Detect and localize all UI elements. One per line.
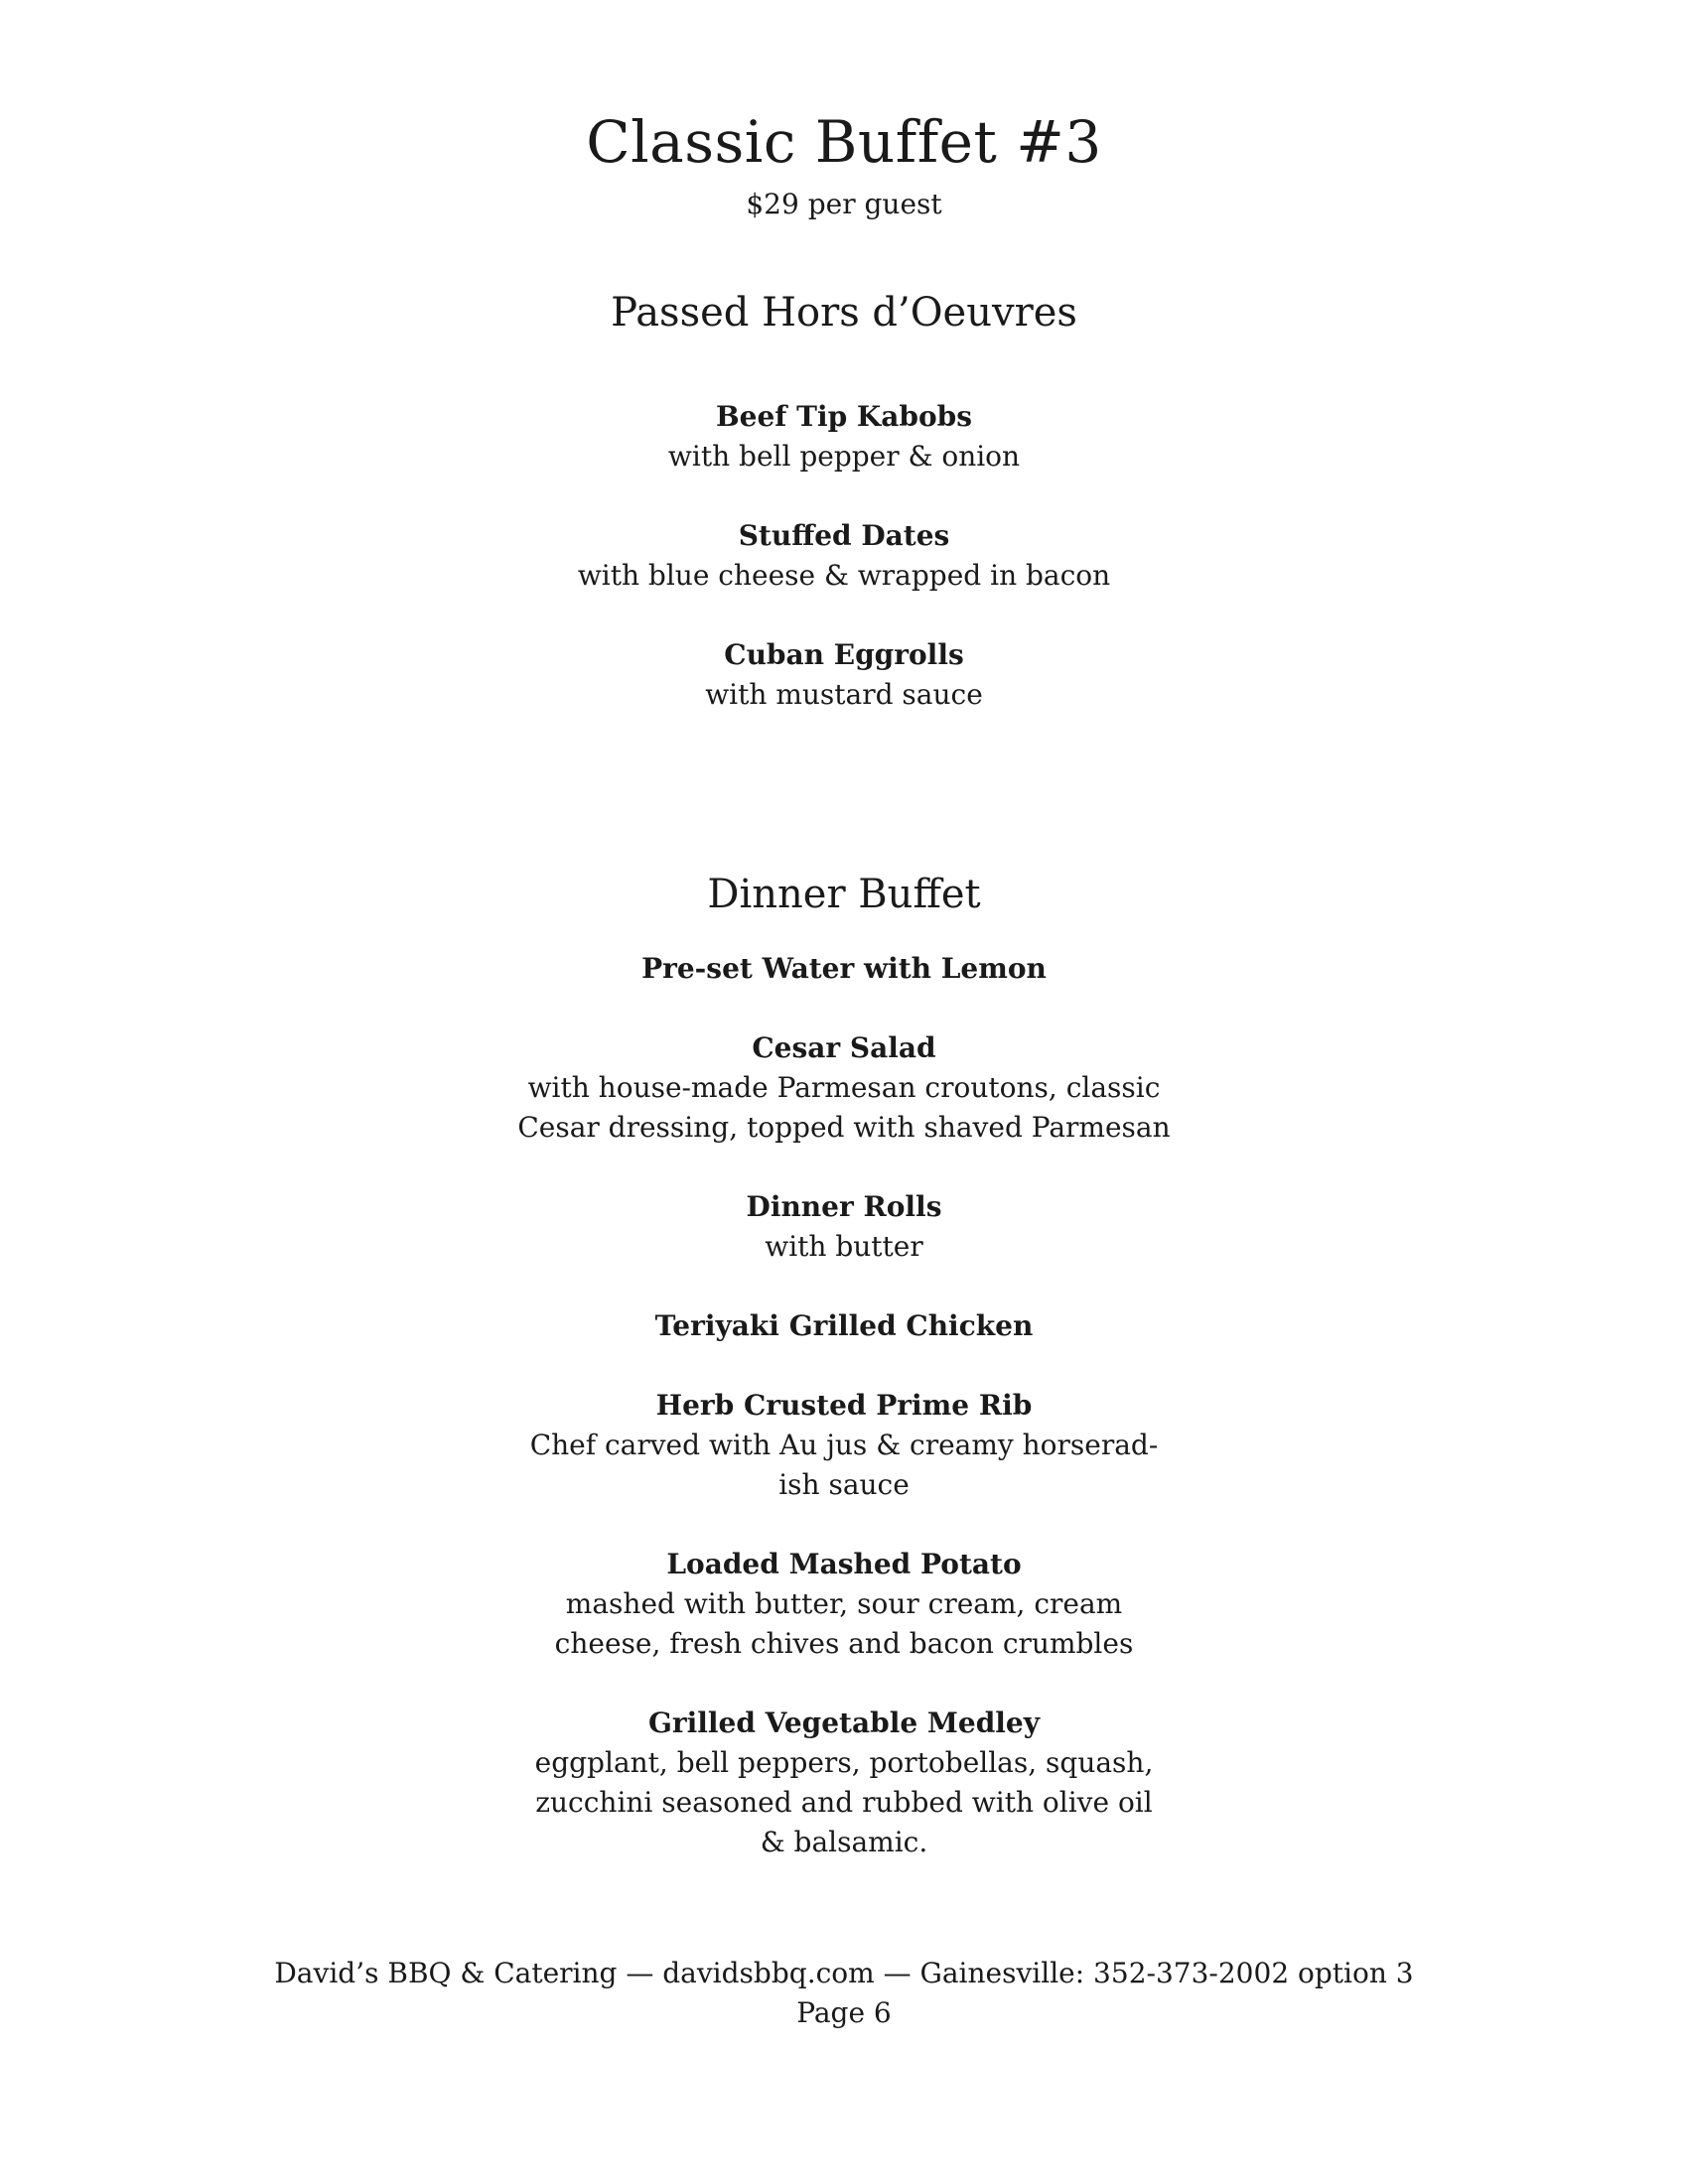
section-heading-dinner-buffet: Dinner Buffet — [707, 872, 981, 917]
menu-item — [0, 1187, 1688, 1267]
menu-item — [0, 1545, 1688, 1664]
menu-item-description: with mustard sauce — [705, 678, 983, 711]
menu-item-description: with bell pepper & onion — [667, 440, 1021, 473]
menu-item — [0, 1704, 1688, 1862]
section-heading-hors-doeuvres: Passed Hors d’Oeuvres — [611, 290, 1077, 336]
menu-item-name: Dinner Rolls — [746, 1190, 942, 1223]
price-per-guest: $29 per guest — [746, 188, 942, 220]
menu-item-description: mashed with butter, sour cream, cream — [565, 1587, 1123, 1620]
menu-item-name: Cesar Salad — [752, 1031, 936, 1064]
menu-item-name: Grilled Vegetable Medley — [647, 1706, 1041, 1739]
menu-item-name: Herb Crusted Prime Rib — [655, 1389, 1033, 1422]
menu-item-description: & balsamic. — [760, 1826, 928, 1858]
menu-item-description: ish sauce — [778, 1468, 910, 1501]
menu-item-description: zucchini seasoned and rubbed with olive oil — [535, 1786, 1153, 1819]
menu-item-name: Loaded Mashed Potato — [666, 1548, 1022, 1580]
menu-item-description: Cesar dressing, topped with shaved Parmesan — [517, 1111, 1171, 1144]
menu-item — [0, 1386, 1688, 1505]
menu-item-name: Stuffed Dates — [738, 519, 950, 552]
menu-item-name: Teriyaki Grilled Chicken — [654, 1309, 1034, 1342]
menu-item — [0, 949, 1688, 989]
footer-contact: David’s BBQ & Catering — davidsbbq.com — Gainesville: 352-373-2002 option 3 — [274, 1957, 1414, 1989]
menu-item-description: Chef carved with Au jus & creamy horserad- — [529, 1429, 1159, 1461]
menu-item-description: eggplant, bell peppers, portobellas, squash, — [534, 1746, 1154, 1779]
menu-item — [0, 1028, 1688, 1148]
menu-item-description: cheese, fresh chives and bacon crumbles — [554, 1627, 1134, 1660]
menu-item — [0, 1306, 1688, 1346]
menu-item — [0, 516, 1688, 596]
menu-item-name: Cuban Eggrolls — [724, 638, 964, 671]
menu-item-description: with house-made Parmesan croutons, classic — [527, 1071, 1161, 1104]
page-footer — [0, 1954, 1688, 2033]
menu-item-name: Pre-set Water with Lemon — [641, 952, 1047, 985]
menu-item-description: with butter — [765, 1230, 923, 1263]
menu-item — [0, 635, 1688, 715]
page-number: Page 6 — [796, 1996, 892, 2029]
menu-item-description: with blue cheese & wrapped in bacon — [577, 559, 1111, 592]
menu-item-name: Beef Tip Kabobs — [716, 400, 972, 433]
menu-item — [0, 397, 1688, 477]
page-title: Classic Buffet #3 — [586, 108, 1102, 176]
